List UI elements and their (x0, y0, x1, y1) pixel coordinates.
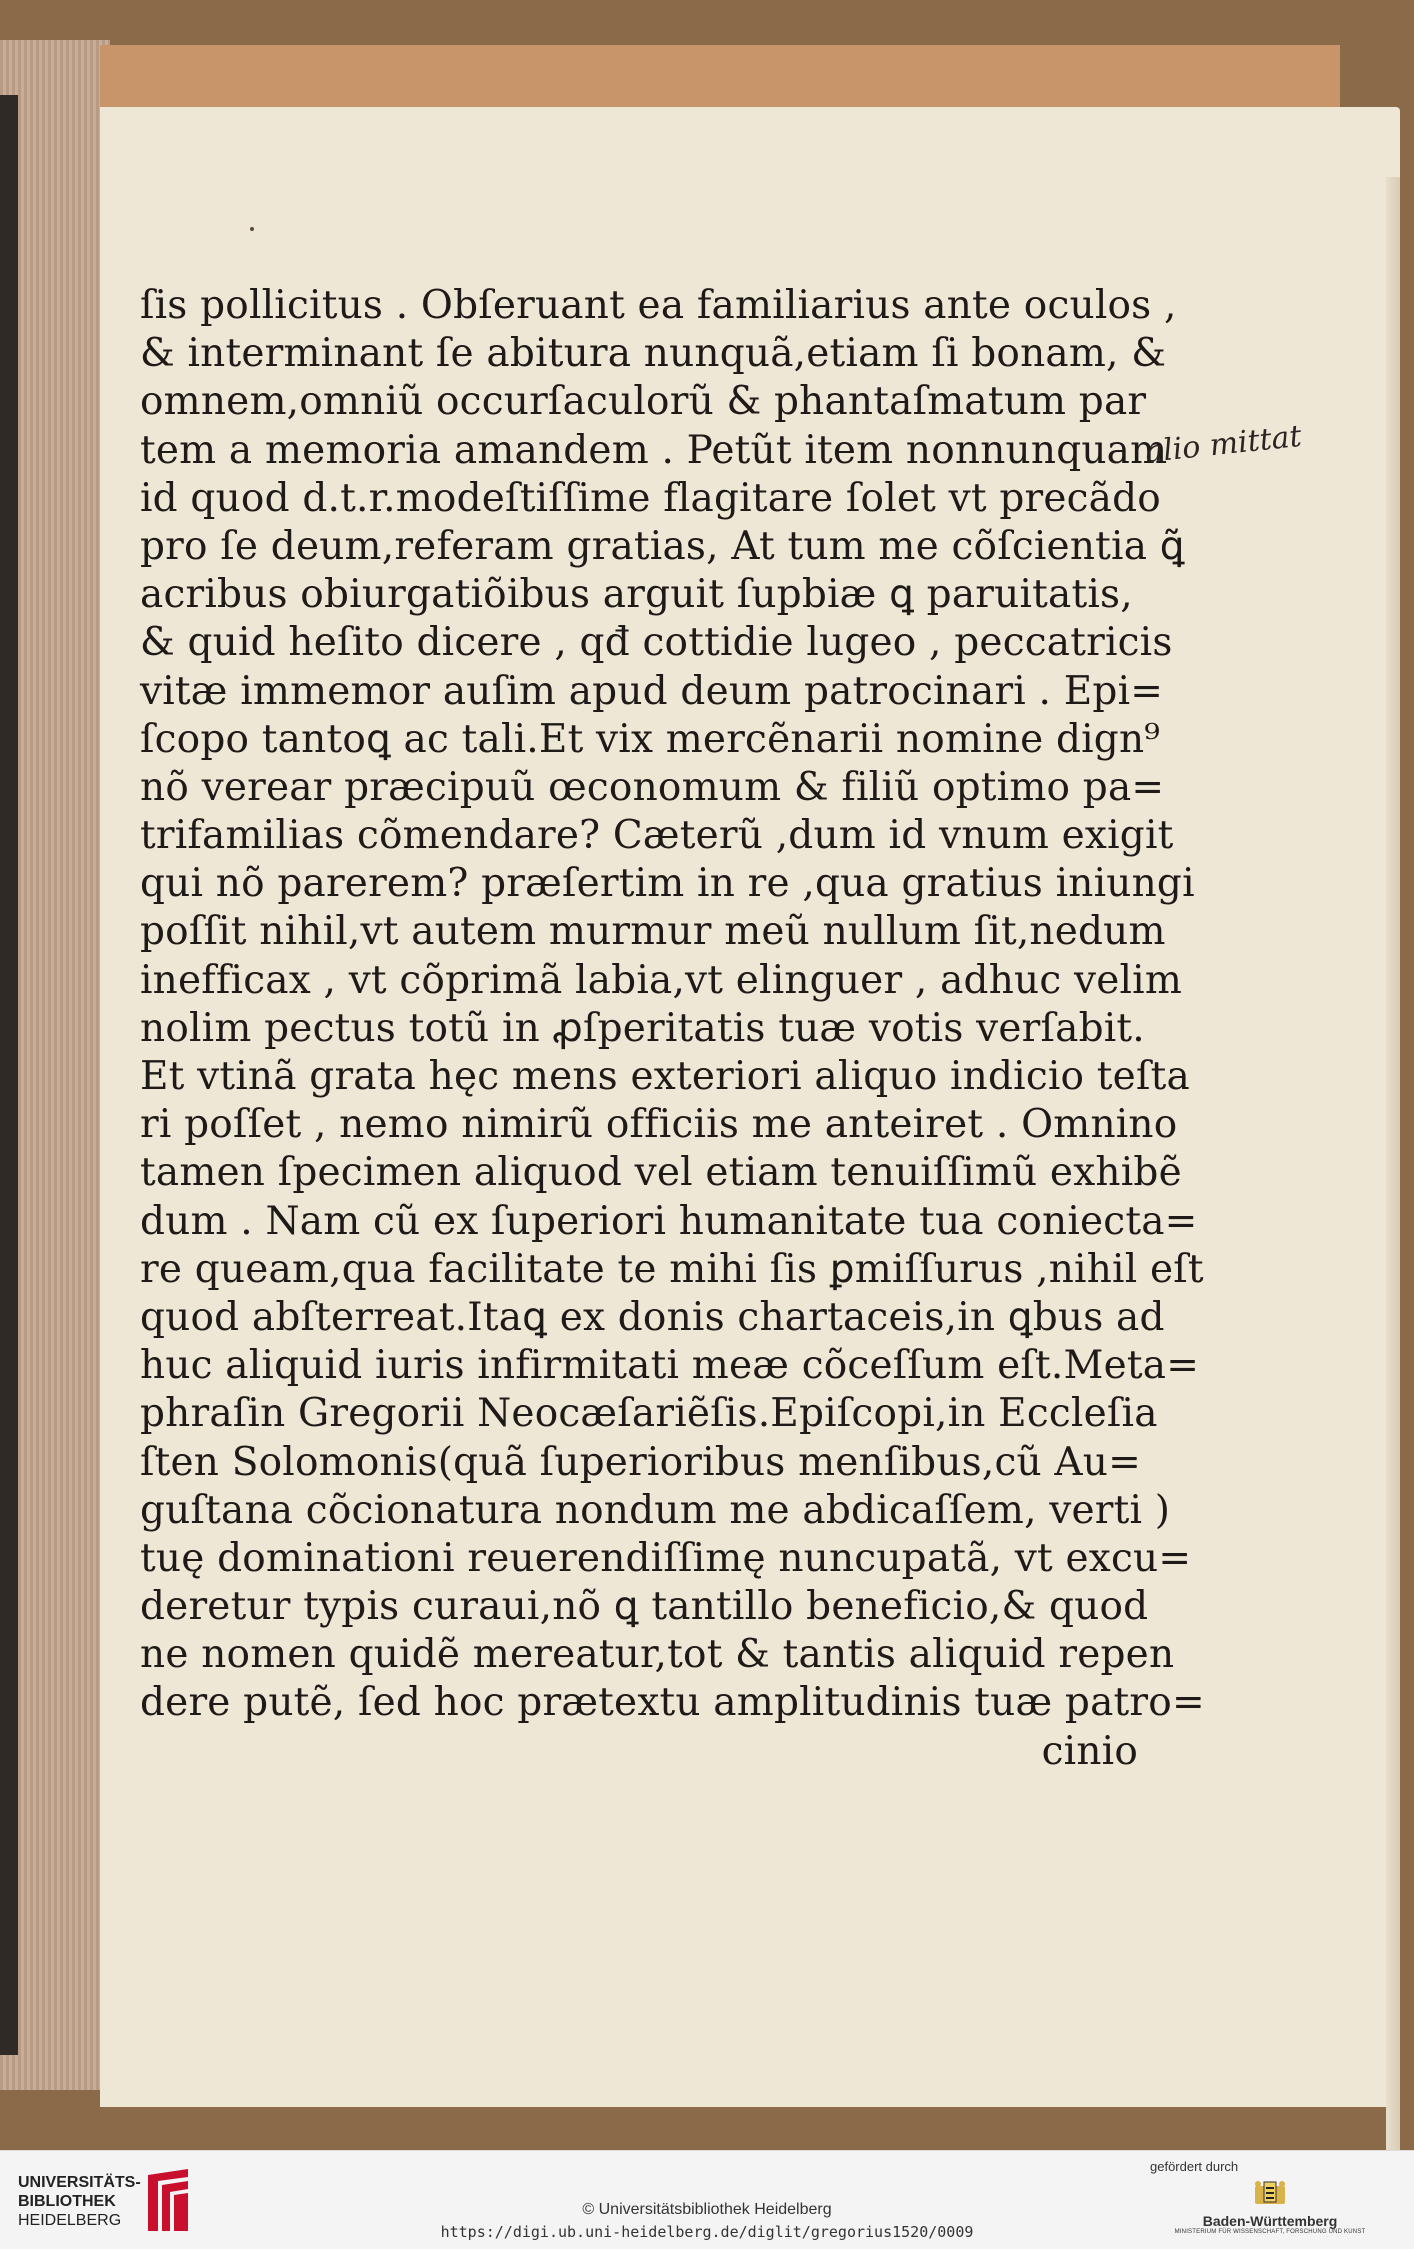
page-edge (1386, 177, 1400, 2150)
text-line: ſten Solomonis(quã ſuperioribus menſibus,cũ Au= (140, 1439, 1141, 1485)
text-line: & interminant ſe abitura nunquã,etiam ſi bonam, & (140, 331, 1167, 377)
text-line: ſis pollicitus . Obſeruant ea familiarius ante oculos , (140, 283, 1177, 328)
marginal-note: alio mittat (1143, 418, 1304, 471)
text-line: id quod d.t.r.modeſtiſſime flagitare ſolet vt precãdo (140, 475, 1161, 521)
text-line: pro ſe deum,referam gratias, At tum me cõſcientia ꝗ̃ (140, 523, 1185, 569)
text-line: quod abſterreat.Itaꝗ ex donis chartaceis,in ꝗbus ad (140, 1294, 1165, 1340)
text-line: guſtana cõcionatura nondum me abdicaſſem, verti ) (140, 1487, 1171, 1533)
text-line: ſcopo tantoꝗ ac tali.Et vix mercẽnarii nomine dign⁹ (140, 716, 1161, 762)
text-line: tamen ſpecimen aliquod vel etiam tenuiſſimũ exhibẽ (140, 1150, 1182, 1196)
book-cover-board (100, 45, 1340, 2075)
text-line: tuę dominationi reuerendiſſimę nuncupatã, vt excu= (140, 1535, 1192, 1581)
library-name-line1: UNIVERSITÄTS- (18, 2174, 141, 2191)
viewer-footer (0, 2150, 1414, 2249)
text-line: dere putẽ, ſed hoc prætextu amplitudinis tuæ patro= (140, 1680, 1205, 1726)
text-line: nõ verear præcipuũ œconomum & filiũ optimo pa= (140, 764, 1165, 810)
text-line: huc aliquid iuris infirmitati meæ cõceſſum eſt.Meta= (140, 1343, 1200, 1389)
text-line: deretur typis curaui,nõ ꝗ tantillo beneficio,& quod (140, 1584, 1149, 1630)
text-line: & quid heſito dicere , qđ cottidie lugeo , peccatricis (140, 620, 1173, 666)
copyright-text: © Universitätsbibliothek Heidelberg (582, 2201, 832, 2218)
text-line: dum . Nam cũ ex ſuperiori humanitate tua coniecta= (140, 1198, 1198, 1244)
page-text (140, 282, 1205, 1776)
state-crest-icon (1253, 2178, 1287, 2206)
sponsor-state: Baden-Württemberg (1202, 2213, 1338, 2229)
text-line: Et vtinã grata hęc mens exteriori aliquo indicio teſta (140, 1054, 1190, 1099)
spine-strip (0, 95, 18, 2055)
ink-dot (250, 227, 254, 231)
text-line: omnem,omniũ occurſaculorũ & phantaſmatum par (140, 379, 1147, 425)
book-page (100, 107, 1400, 2107)
text-line: phraſin Gregorii Neocæſariẽſis.Epiſcopi,in Eccleſia (140, 1391, 1158, 1437)
text-line: nolim pectus totũ in ꝓſperitatis tuæ votis verſabit. (140, 1005, 1145, 1051)
text-line: ne nomen quidẽ mereatur,tot & tantis aliquid repen (140, 1632, 1175, 1678)
text-line: re queam,qua facilitate te mihi ſis ꝑmiſſurus ,nihil eſt (140, 1246, 1204, 1292)
text-line: trifamilias cõmendare? Cæterũ ,dum id vnum exigit (140, 813, 1174, 859)
text-line: qui nõ parerem? præſertim in re ,qua gratius iniungi (140, 861, 1195, 907)
text-line: vitæ immemor auſim apud deum patrocinari . Epi= (140, 668, 1164, 714)
sponsor-label: gefördert durch (1150, 2159, 1239, 2174)
sponsor-block[interactable] (1140, 2159, 1400, 2235)
text-line: tem a memoria amandem . Petũt item nonnunquam (140, 427, 1168, 473)
library-name-line3: HEIDELBERG (18, 2212, 122, 2229)
library-name-line2: BIBLIOTHEK (18, 2193, 116, 2210)
permalink-url[interactable]: https://digi.ub.uni-heidelberg.de/diglit/gregorius1520/0009 (440, 2223, 974, 2241)
text-line: ri poſſet , nemo nimirũ officiis me anteiret . Omnino (140, 1102, 1178, 1148)
text-line: poſſit nihil,vt autem murmur meũ nullum ſit,nedum (140, 909, 1166, 955)
sponsor-ministry: MINISTERIUM FÜR WISSENSCHAFT, FORSCHUNG UND KUNST (1174, 2229, 1366, 2235)
text-line: cinio (1041, 1728, 1138, 1774)
text-line: inefficax , vt cõprimã labia,vt elinguer , adhuc velim (140, 957, 1183, 1003)
text-line: acribus obiurgatiõibus arguit ſupbiæ ꝗ paruitatis, (140, 572, 1133, 618)
